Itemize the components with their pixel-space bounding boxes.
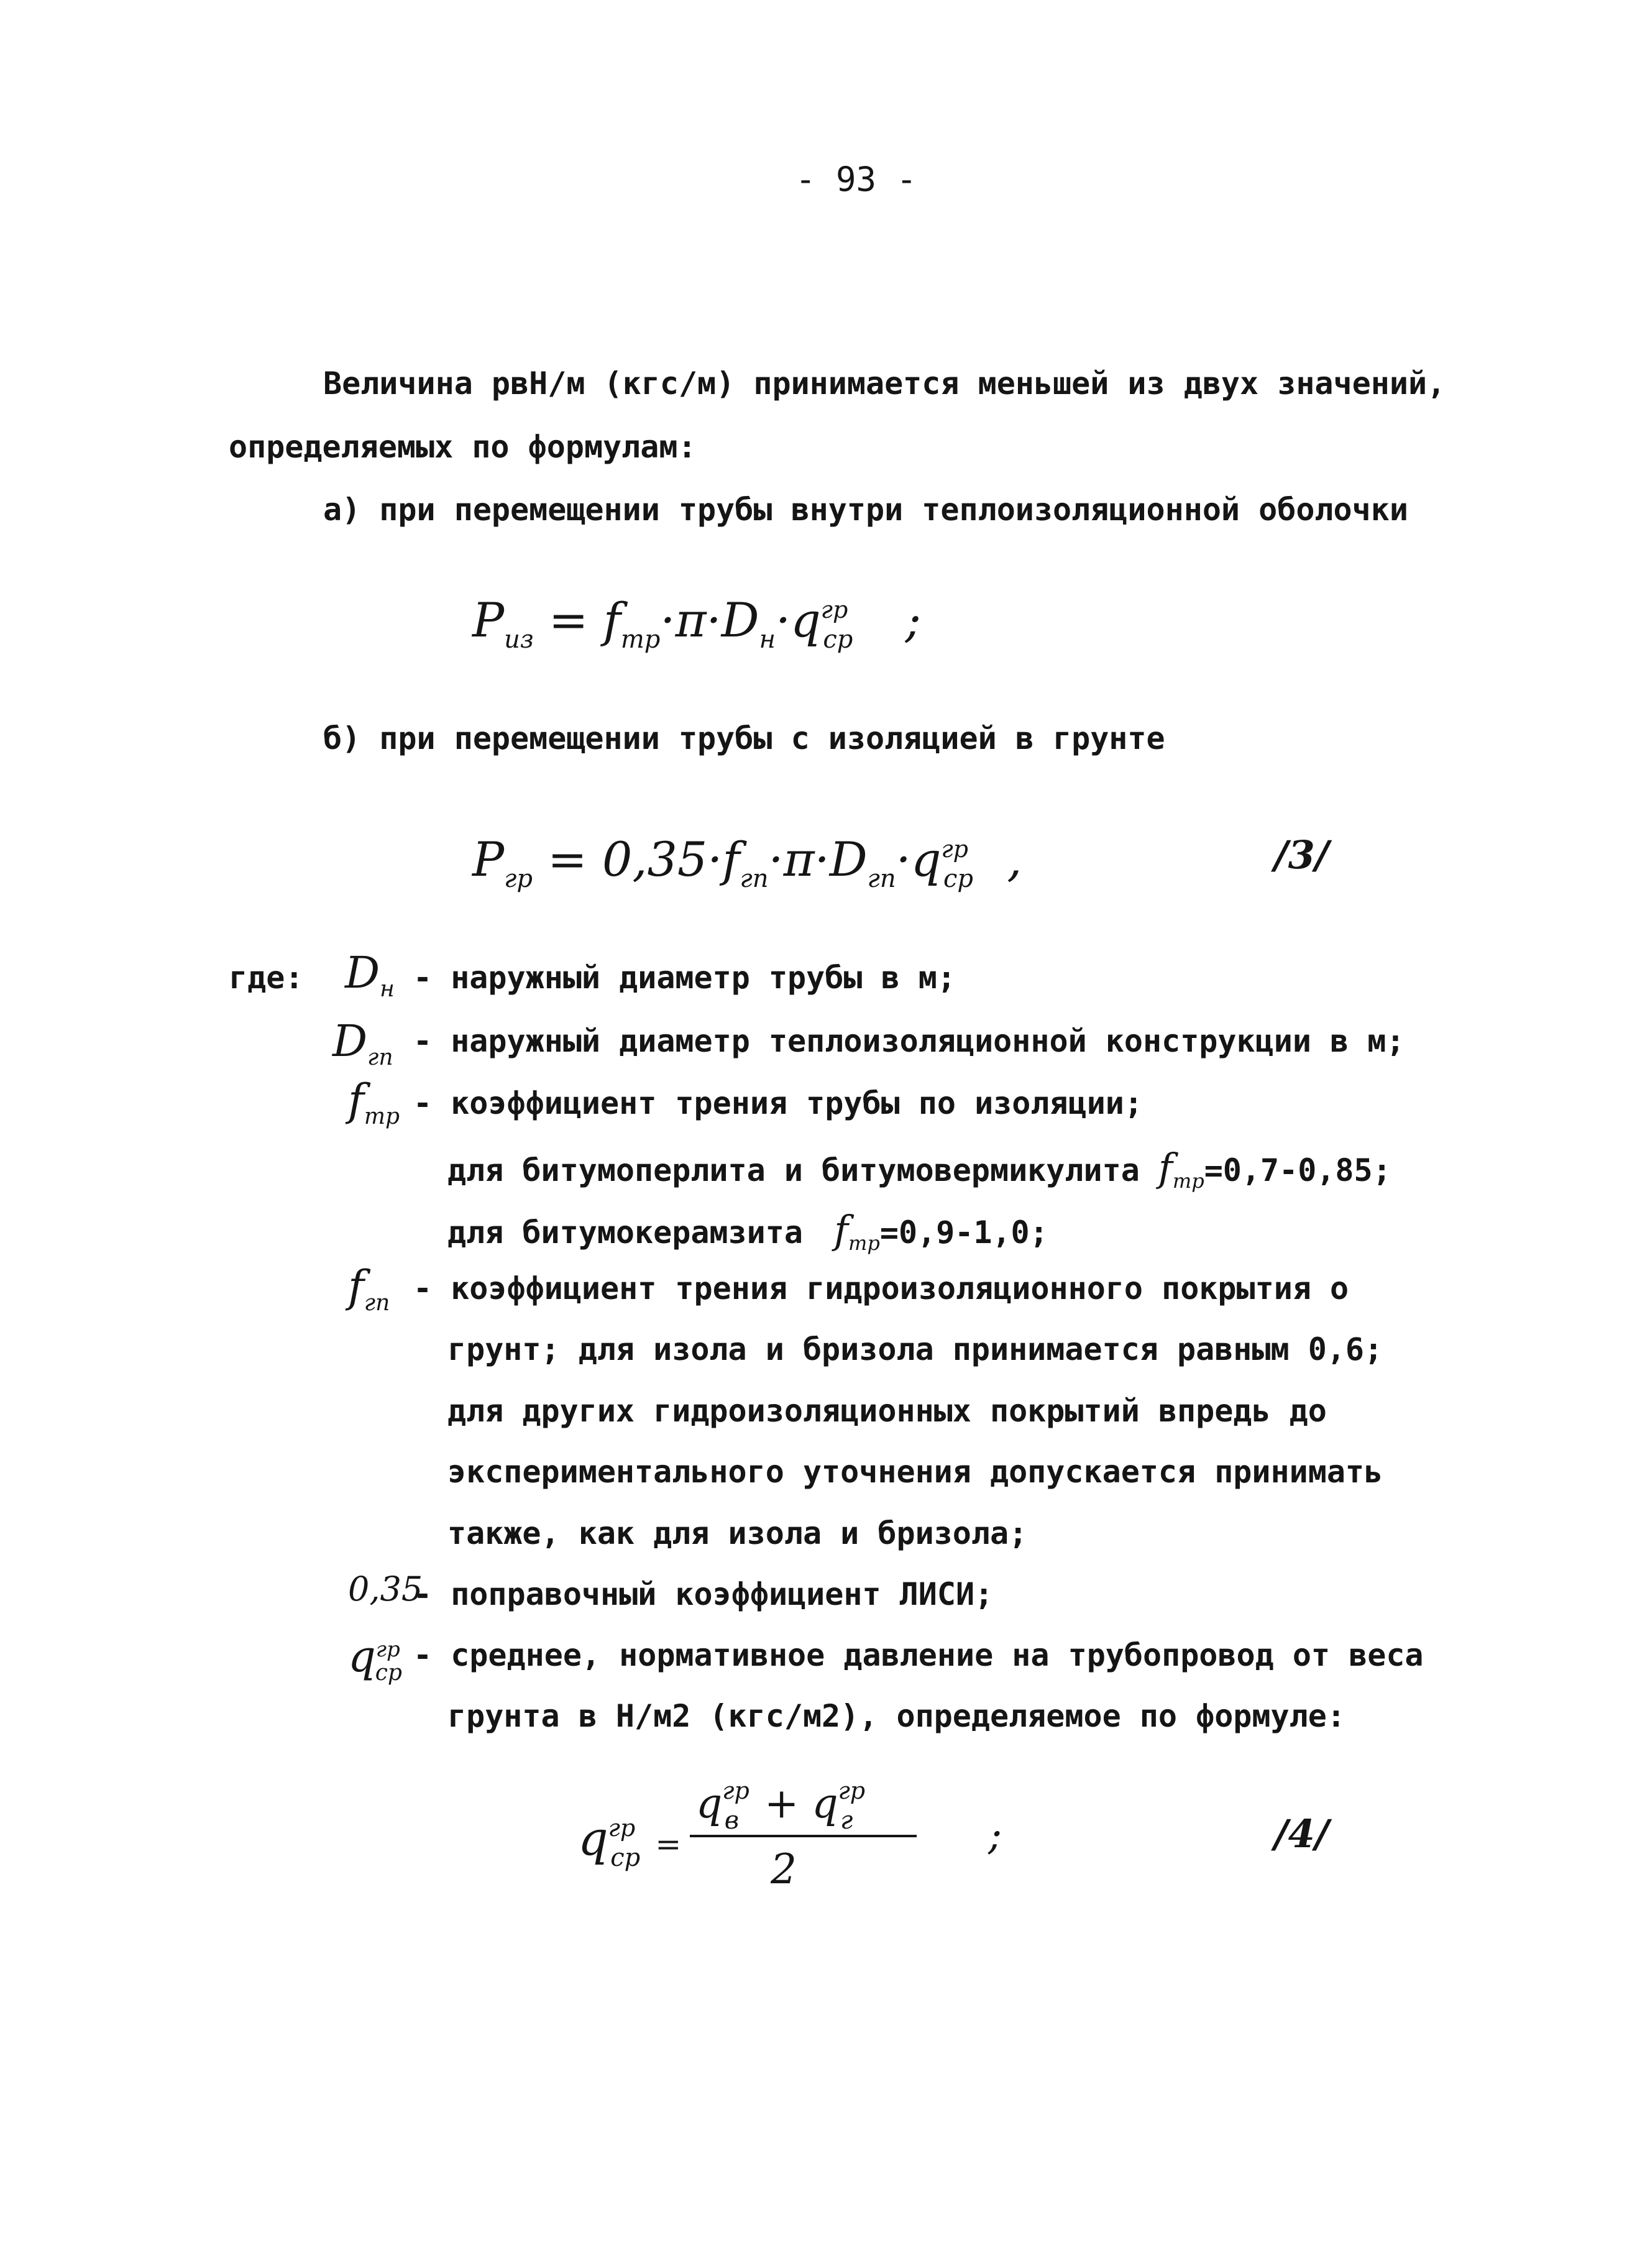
formula-4-lhs: $q^{гр}_{ср}$ = — [578, 1811, 682, 1872]
def-ftr-line-1: для битумоперлита и битумовермикулита $f_{тр}=0,7-0,85$; — [447, 1145, 1391, 1193]
equation-label-3: /3/ — [1274, 832, 1329, 878]
def-fgp: - коэффициент трения гидроизоляционного покрытия о — [413, 1270, 1349, 1306]
def-k035: - поправочный коэффициент ЛИСИ; — [413, 1576, 994, 1612]
symbol-q: $q^{гр}_{ср}$ — [348, 1631, 402, 1686]
intro-line-1: Величина рвН/м (кгс/м) принимается меньшей из двух значений, — [323, 365, 1446, 402]
intro-line-2: определяемых по формулам: — [229, 429, 697, 465]
case-b-text: б) при перемещении трубы с изоляцией в грунте — [323, 720, 1165, 756]
formula-4-numerator: $q^{гр}_в + q^{гр}_г$ — [696, 1777, 866, 1835]
formula-a: $P_{из} = f_{тр}\cdot\pi\cdot D_н\cdot q^{гр}_{ср}$ ; — [472, 592, 922, 654]
symbol-ftr: $f_{тр}$ — [348, 1075, 400, 1129]
def-dn: - наружный диаметр трубы в м; — [413, 960, 956, 996]
def-fgp-line-4: также, как для изола и бризола; — [447, 1515, 1028, 1551]
def-ftr: - коэффициент трения трубы по изоляции; — [413, 1085, 1143, 1121]
formula-4-end: ; — [988, 1811, 1002, 1859]
symbol-k035: 0,35 — [348, 1569, 423, 1609]
case-a-text: а) при перемещении трубы внутри теплоизоляционной оболочки — [323, 492, 1408, 528]
formula-4-denominator: 2 — [771, 1845, 797, 1893]
symbol-dn: $D_н$ — [345, 947, 395, 1002]
def-ftr-line-2: для битумокерамзита $f_{тр}=0,9-1,0$; — [447, 1207, 1048, 1255]
fraction-bar — [690, 1835, 917, 1837]
def-fgp-line-2: для других гидроизоляционных покрытий впредь до — [447, 1393, 1327, 1429]
def-q-line-1: грунта в Н/м2 (кгс/м2), определяемое по формуле: — [447, 1698, 1345, 1734]
def-dgp: - наружный диаметр теплоизоляционной конструкции в м; — [413, 1023, 1405, 1059]
page-number: - 93 - — [795, 160, 917, 199]
symbol-fgp: $f_{гп}$ — [348, 1261, 390, 1316]
def-q: - среднее, нормативное давление на трубопровод от веса — [413, 1637, 1424, 1673]
def-fgp-line-1: грунт; для изола и бризола принимается равным 0,6; — [447, 1331, 1383, 1367]
symbol-dgp: $D_{гп}$ — [332, 1016, 393, 1070]
equation-label-4: /4/ — [1274, 1811, 1329, 1857]
where-label: где: — [229, 960, 304, 996]
def-fgp-line-3: экспериментального уточнения допускается принимать — [447, 1454, 1383, 1490]
formula-b: $P_{гр} = 0,35\cdot f_{гп}\cdot\pi\cdot D_{гп}\cdot q^{гр}_{ср}$ , — [472, 832, 1022, 893]
